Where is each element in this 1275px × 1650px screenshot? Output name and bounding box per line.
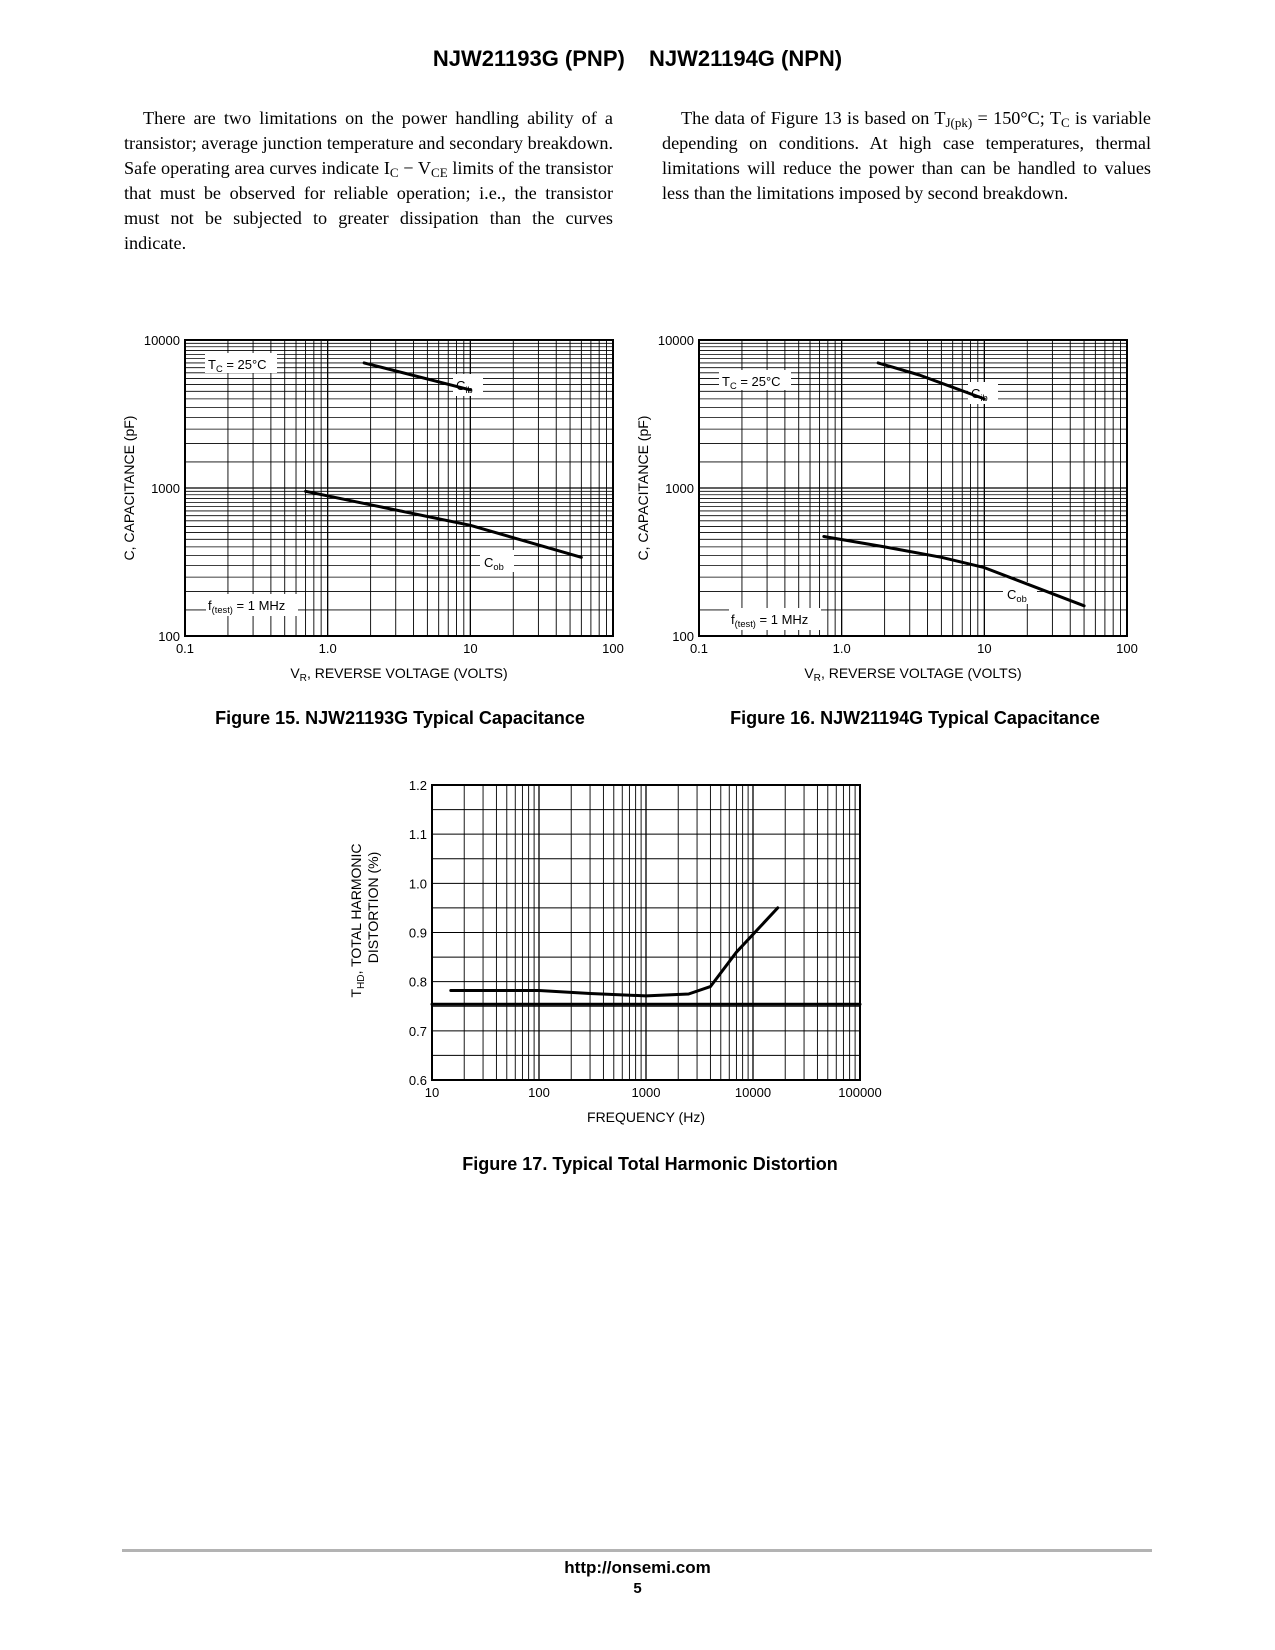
y-axis-label: C, CAPACITANCE (pF): [121, 415, 137, 561]
x-tick-label: 100: [602, 641, 624, 656]
x-tick-label: 100: [528, 1085, 550, 1100]
x-tick-label: 100: [1116, 641, 1138, 656]
x-tick-label: 0.1: [689, 641, 709, 656]
x-tick-label: 1000: [631, 1085, 661, 1100]
y-tick-label: 0.6: [408, 1073, 427, 1088]
y-tick-label: 1.0: [408, 876, 427, 892]
y-tick-label: 1000: [151, 481, 180, 496]
figure-17-chart: [0, 760, 1275, 1140]
cob-label: Cob: [1007, 587, 1027, 604]
figure-16-chart: [0, 318, 1275, 684]
cib-label: Cib: [456, 378, 473, 395]
y-axis-label: C, CAPACITANCE (pF): [635, 415, 651, 561]
series-line-cib: [878, 363, 984, 399]
y-tick-label: 1.1: [408, 827, 427, 843]
page-header: [0, 46, 1275, 72]
y-tick-label: 10000: [657, 333, 694, 348]
y-tick-label: 0.9: [408, 925, 427, 941]
series-line-thd: [451, 908, 778, 996]
subscript: C: [389, 165, 399, 180]
x-tick-label: 0.1: [175, 641, 195, 656]
cob-label: Cob: [484, 555, 504, 572]
y-axis-label: DISTORTION (%): [365, 851, 381, 964]
y-tick-label: 1000: [665, 481, 694, 496]
x-tick-label: 1.0: [318, 641, 337, 656]
x-tick-label: 10: [977, 641, 992, 656]
paragraph-right: The data of Figure 13 is based on $T_{J(pk)} = 150^\circ C$; $T_C$ is variable depending on conditions. At high case temperatures, thermal limitations will reduce the power than can be handled to values less than the limitations imposed by second breakdown.: [662, 108, 1151, 203]
x-tick-label: 10: [424, 1085, 440, 1100]
cib-label: Cib: [971, 386, 988, 403]
y-tick-label: 100: [672, 629, 694, 644]
ftest-annotation: f(test) = 1 MHz: [208, 598, 286, 615]
x-tick-label: 1.0: [832, 641, 851, 656]
figure-17-caption: Figure 17. Typical Total Harmonic Distortion: [462, 1154, 838, 1174]
figure-16-caption: Figure 16. NJW21194G Typical Capacitance: [730, 708, 1100, 728]
x-tick-label: 10: [463, 641, 478, 656]
x-axis-label: VR, REVERSE VOLTAGE (VOLTS): [804, 665, 1022, 684]
y-tick-label: 1.2: [408, 778, 427, 793]
figure-15-caption: Figure 15. NJW21193G Typical Capacitance: [215, 708, 585, 728]
y-axis-label: THD, TOTAL HARMONIC: [348, 843, 367, 998]
y-tick-label: 100: [158, 629, 180, 644]
x-tick-label: 10000: [734, 1085, 772, 1100]
x-axis-label: VR, REVERSE VOLTAGE (VOLTS): [290, 665, 508, 684]
y-tick-label: 10000: [143, 333, 180, 348]
x-axis-label: FREQUENCY (Hz): [587, 1109, 705, 1125]
tc-annotation: TC = 25°C: [208, 357, 267, 374]
header-part-pnp: NJW21193G (PNP): [432, 46, 625, 71]
ftest-annotation: f(test) = 1 MHz: [731, 612, 809, 629]
subscript: J(pk): [945, 115, 973, 130]
paragraph-left: There are two limitations on the power handling ability of a transistor; average junction temperature and secondary breakdown. Safe operating area curves indicate $I_C - V_{CE}$ limits of the transistor that must be observed for reliable operation; i.e., the transistor must not be subjected to greater dissipation than the curves indicate.: [124, 108, 613, 253]
subscript: CE: [431, 165, 448, 180]
page-number: 5: [633, 1580, 642, 1597]
subscript: C: [1060, 115, 1070, 130]
x-tick-label: 100000: [838, 1085, 882, 1100]
y-tick-label: 0.8: [408, 974, 427, 990]
footer-divider: [122, 1549, 1152, 1552]
footer-url-link[interactable]: http://onsemi.com: [564, 1558, 711, 1577]
y-tick-label: 0.7: [408, 1023, 427, 1039]
header-part-npn: NJW21194G (NPN): [648, 46, 843, 71]
tc-annotation: TC = 25°C: [722, 374, 781, 391]
